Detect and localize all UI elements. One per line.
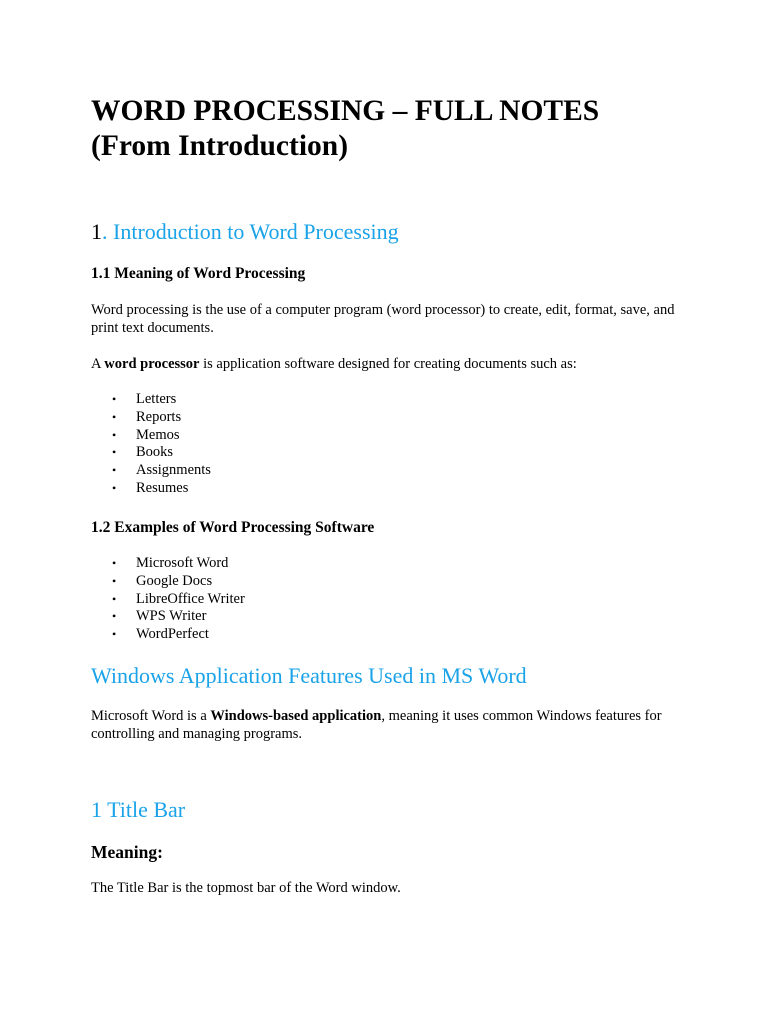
list-item-text: LibreOffice Writer	[136, 590, 245, 607]
title-bar-paragraph: The Title Bar is the topmost bar of the Word window.	[91, 880, 401, 896]
list-item-text: Books	[136, 444, 174, 461]
list-item-text: Assignments	[136, 462, 211, 479]
meaning-paragraph: Word processing is the use of a computer program (word processor) to create, edit, format, save, and print text documents.	[91, 302, 675, 336]
list-item-text: Memos	[136, 426, 180, 443]
list-item	[91, 391, 211, 409]
section-1-heading	[91, 219, 399, 245]
bullet-icon: •	[112, 556, 117, 570]
list-item	[91, 608, 245, 626]
title-line-1: WORD PROCESSING – FULL NOTES	[91, 95, 600, 127]
section-1-number: 1	[91, 219, 102, 244]
bullet-icon: •	[112, 445, 117, 460]
bullet-icon: •	[112, 392, 117, 406]
word-processor-paragraph	[91, 355, 681, 373]
list-item-text: Resumes	[136, 479, 189, 496]
bullet-icon: •	[112, 591, 117, 606]
software-examples-list	[91, 555, 245, 644]
list-item-text: Letters	[136, 391, 177, 407]
list-item	[91, 409, 211, 427]
list-item-text: WordPerfect	[136, 626, 209, 643]
windows-app-paragraph	[91, 707, 681, 743]
bullet-icon: •	[112, 480, 117, 495]
title-line-2: (From Introduction)	[91, 130, 349, 162]
para-bold-term: Windows-based application	[210, 708, 382, 724]
list-item	[91, 427, 211, 445]
list-item	[91, 555, 245, 573]
bullet-icon: •	[112, 573, 117, 588]
list-item	[91, 462, 211, 480]
list-item	[91, 444, 211, 462]
list-item-text: Reports	[136, 408, 182, 425]
document-title	[91, 94, 691, 164]
para-bold-term: word processor	[104, 356, 200, 372]
bullet-icon: •	[112, 627, 117, 642]
list-item-text: Microsoft Word	[136, 555, 229, 571]
list-item-text: WPS Writer	[136, 608, 207, 625]
list-item	[91, 480, 211, 498]
list-item	[91, 591, 245, 609]
document-types-list	[91, 391, 211, 498]
bullet-icon: •	[112, 427, 117, 442]
subsection-1-2-heading: 1.2 Examples of Word Processing Software	[91, 519, 375, 536]
bullet-icon: •	[112, 609, 117, 624]
subsection-1-1-heading: 1.1 Meaning of Word Processing	[91, 265, 306, 282]
section-2-heading: Windows Application Features Used in MS Word	[91, 663, 527, 688]
list-item-text: Google Docs	[136, 572, 213, 589]
section-1-title: . Introduction to Word Processing	[102, 219, 399, 244]
section-3-heading: 1 Title Bar	[91, 797, 186, 822]
list-item	[91, 626, 245, 644]
bullet-icon: •	[112, 463, 117, 478]
para-text: A	[91, 356, 105, 372]
para-text: is application software designed for creating documents such as:	[199, 356, 577, 372]
para-text: Microsoft Word is a	[91, 708, 211, 724]
meaning-heading: Meaning:	[91, 842, 163, 862]
para-text: , meaning it uses common Windows features for controlling and managing programs.	[91, 708, 662, 742]
bullet-icon: •	[112, 409, 117, 424]
list-item	[91, 573, 245, 591]
